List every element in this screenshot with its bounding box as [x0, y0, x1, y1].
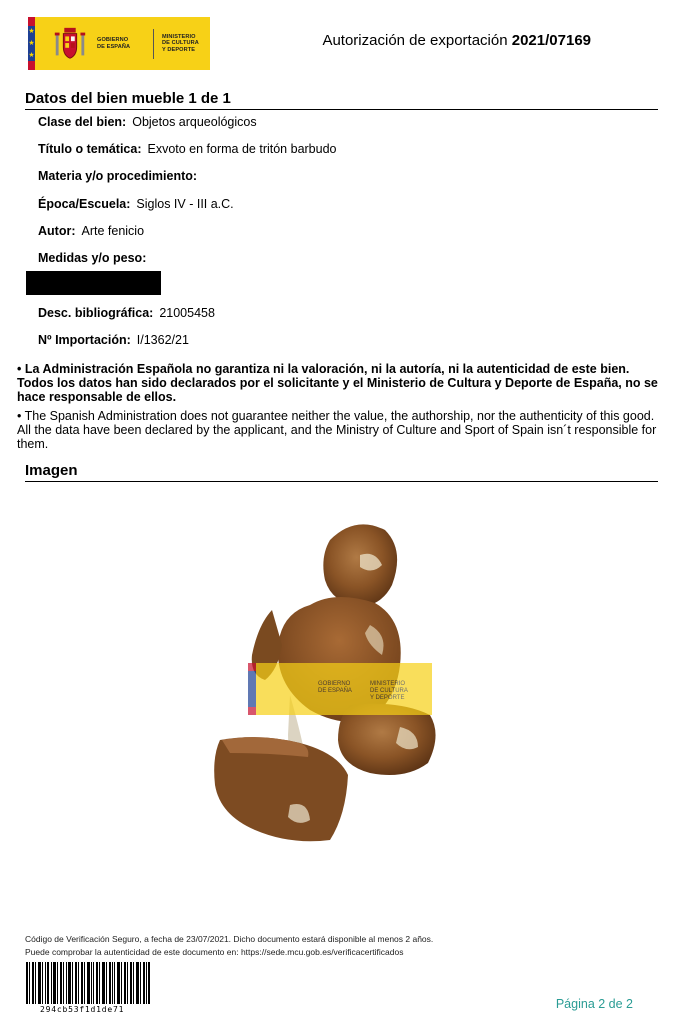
auth-number: 2021/07169 [511, 32, 591, 49]
svg-text:DE ESPAÑA: DE ESPAÑA [318, 688, 352, 694]
notice-english: • The Spanish Administration does not guarantee neither the value, the authorship, nor the authenticity of this good. All the data have been declared by the applicant, and the Ministry of Culture and Sport of Spain isn´t responsible for them. [17, 409, 657, 451]
field-import-number: Nº Importación: I/1362/21 [38, 333, 189, 347]
logo-text-government: GOBIERNO DE ESPAÑA [97, 37, 131, 50]
notice-spanish: • La Administración Española no garantiza ni la valoración, ni la autoría, ni la autenticidad de este bien. Todos los datos han sido declarados por el solicitante y el Ministerio de Cultura y Deporte de España, no se hace responsable de ellos. [17, 362, 658, 404]
coat-of-arms-icon [51, 25, 89, 63]
field-title: Título o temática: Exvoto en forma de tritón barbudo [38, 142, 337, 156]
field-period: Época/Escuela: Siglos IV - III a.C. [38, 197, 234, 211]
export-authorization-title [322, 32, 591, 49]
svg-text:Y DEPORTE: Y DEPORTE [370, 695, 405, 701]
field-author: Autor: Arte fenicio [38, 224, 145, 238]
logo-text-ministry: MINISTERIO DE CULTURA Y DEPORTE [162, 33, 199, 53]
barcode [26, 962, 150, 1004]
government-logo [28, 17, 210, 70]
verification-url-text[interactable]: Puede comprobar la autenticidad de este documento en: https://sede.mcu.gob.es/verificacertificados [25, 947, 404, 957]
verification-text: Código de Verificación Seguro, a fecha de 23/07/2021. Dicho documento estará disponible al menos 2 años. [25, 934, 434, 944]
artifact-photo [160, 495, 560, 895]
section-title-asset-data: Datos del bien mueble 1 de 1 [25, 90, 231, 107]
divider [25, 109, 658, 110]
auth-label: Autorización de exportación [322, 32, 508, 49]
svg-text:DE CULTURA: DE CULTURA [370, 688, 408, 694]
svg-text:MINISTERIO: MINISTERIO [370, 681, 406, 687]
field-material: Materia y/o procedimiento: [38, 169, 198, 183]
barcode-code: 294cb53f1d1de71 [40, 1005, 125, 1014]
flag-icon: ★ ★ ★ [28, 17, 35, 70]
divider [25, 481, 658, 482]
section-title-image: Imagen [25, 462, 78, 479]
svg-text:GOBIERNO: GOBIERNO [318, 681, 351, 687]
field-asset-class: Clase del bien: Objetos arqueológicos [38, 115, 257, 129]
field-dimensions: Medidas y/o peso: [38, 251, 147, 265]
field-bibliography: Desc. bibliográfica: 21005458 [38, 306, 215, 320]
page-number: Página 2 de 2 [555, 997, 633, 1011]
redacted-block [26, 271, 161, 295]
